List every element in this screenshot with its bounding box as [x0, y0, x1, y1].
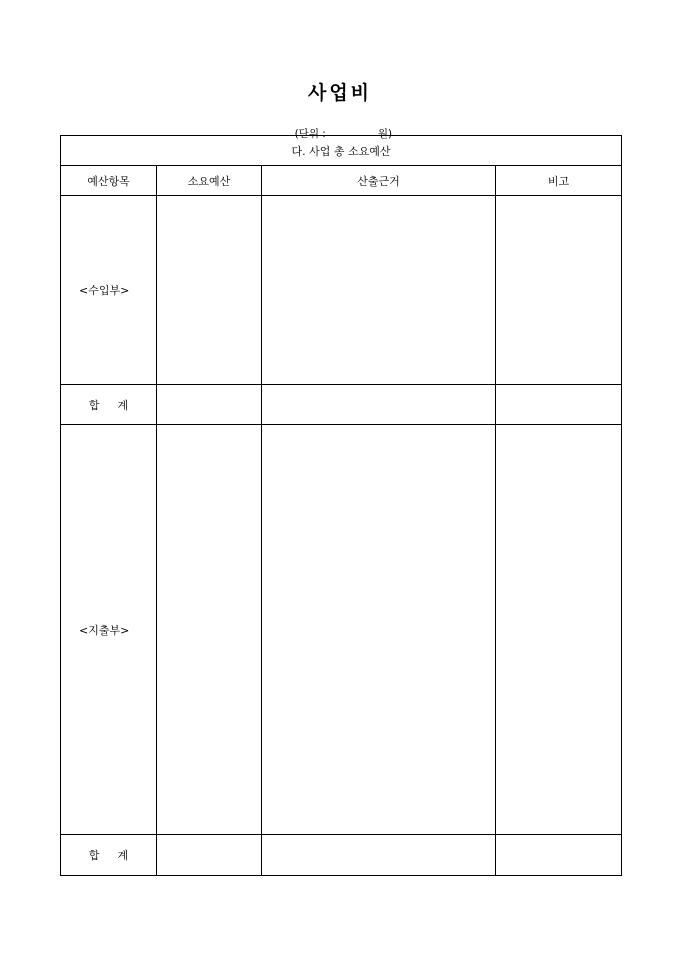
income-budget-cell[interactable]	[157, 196, 262, 385]
income-basis-cell[interactable]	[262, 196, 496, 385]
expense-basis-cell[interactable]	[262, 425, 496, 835]
unit-note-open: (단위 :	[294, 128, 326, 140]
expense-total-label	[61, 835, 157, 876]
expense-total-label-a: 합	[88, 849, 100, 862]
budget-table	[60, 135, 622, 876]
header-row	[61, 166, 622, 196]
document-title: 사업비	[307, 82, 373, 104]
expense-total-label-b: 계	[117, 849, 129, 862]
income-total-label	[61, 385, 157, 425]
expense-remarks-cell[interactable]	[496, 425, 622, 835]
income-total-basis-cell[interactable]	[262, 385, 496, 425]
header-required-budget: 소요예산	[157, 166, 262, 196]
section-title-row	[61, 136, 622, 166]
income-total-label-a: 합	[88, 398, 100, 412]
header-remarks: 비고	[496, 166, 622, 196]
expense-total-remarks-cell[interactable]	[496, 835, 622, 876]
expense-total-budget-cell[interactable]	[157, 835, 262, 876]
expense-label: <지출부>	[79, 623, 130, 637]
income-total-label-b: 계	[117, 398, 129, 412]
income-label-cell	[61, 196, 157, 385]
income-total-remarks-cell[interactable]	[496, 385, 622, 425]
unit-note-close: 원)	[377, 128, 393, 140]
expense-total-row	[61, 835, 622, 876]
income-label: <수입부>	[79, 284, 130, 297]
expense-section-row	[61, 425, 622, 835]
header-budget-item: 예산항목	[61, 166, 157, 196]
income-remarks-cell[interactable]	[496, 196, 622, 385]
expense-total-basis-cell[interactable]	[262, 835, 496, 876]
income-total-budget-cell[interactable]	[157, 385, 262, 425]
income-section-row	[61, 196, 622, 385]
income-total-row	[61, 385, 622, 425]
expense-budget-cell[interactable]	[157, 425, 262, 835]
header-calculation-basis: 산출근거	[262, 166, 496, 196]
section-title: 다. 사업 총 소요예산	[61, 136, 622, 166]
expense-label-cell	[61, 425, 157, 835]
